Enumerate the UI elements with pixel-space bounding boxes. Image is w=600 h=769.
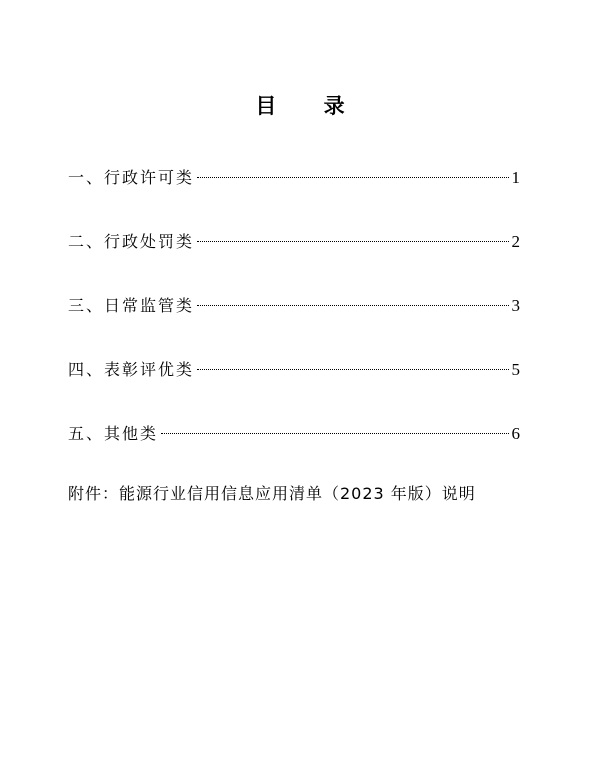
toc-entry[interactable] <box>68 422 520 486</box>
toc-entry-page-number: 2 <box>511 232 520 251</box>
toc-entry[interactable] <box>68 358 520 422</box>
toc-entry-label: 四、表彰评优类 <box>68 360 195 379</box>
toc-entry-page-number: 5 <box>511 360 520 379</box>
toc-entry[interactable] <box>68 294 520 358</box>
appendix-note: 附件：能源行业信用信息应用清单（2023 年版）说明 <box>68 484 476 503</box>
toc-entry-label: 二、行政处罚类 <box>68 232 195 251</box>
toc-dot-leader <box>197 241 508 242</box>
toc-entry-page-number: 6 <box>511 424 520 443</box>
page-title: 目 录 <box>255 94 365 118</box>
toc-entry-page-number: 1 <box>511 168 520 187</box>
toc-entry-label: 一、行政许可类 <box>68 168 195 187</box>
toc-entry-label: 五、其他类 <box>68 424 159 443</box>
table-of-contents <box>68 166 520 486</box>
toc-dot-leader <box>197 305 508 306</box>
toc-dot-leader <box>197 177 508 178</box>
toc-dot-leader <box>161 433 508 434</box>
toc-entry[interactable] <box>68 166 520 230</box>
toc-entry[interactable] <box>68 230 520 294</box>
toc-dot-leader <box>197 369 508 370</box>
toc-entry-page-number: 3 <box>511 296 520 315</box>
toc-entry-label: 三、日常监管类 <box>68 296 195 315</box>
